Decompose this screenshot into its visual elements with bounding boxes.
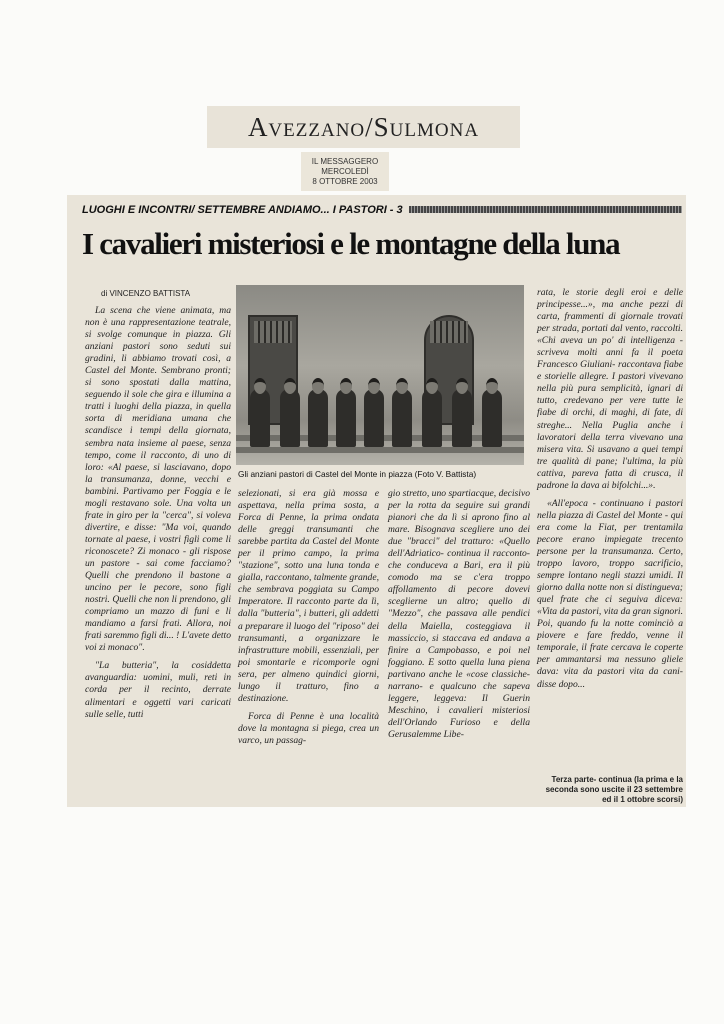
photo-shepherd xyxy=(336,389,356,447)
rubric-label: LUOGHI E INCONTRI/ SETTEMBRE ANDIAMO... I PASTORI - 3 xyxy=(82,203,403,216)
photo-shepherd xyxy=(364,389,384,447)
article-paragraph: gio stretto, uno spartiacque, decisivo per la rotta da seguire sui grandi pianori che da lì si aprono fino al mare. Bisognava scegliere uno dei due "bracci" del tratturo: «Quello dell'Adriatico- continua il racconto- che conduceva a Bari, era il più comodo ma se c'era troppo affollamento di pecore dovevi sceglierne un altro; quello di "Mezzo", che passava alle pendici della Maiella, costeggiava il massiccio, si staccava ed andava a finire a Campobasso, e poi nel foggiano. E sotto quella luna piena partivano anche le «cose classiche- narrano- e qualcuno che sapeva leggere, leggeva: Il Guerin Meschino, i cavalieri misteriosi dell'Orlando Furioso e della Gerusalemme Libe- xyxy=(388,488,530,740)
article-column-2 xyxy=(238,488,379,808)
article-paragraph: La scena che viene animata, ma non è una rappresentazione teatrale, si svolge comunque in piazza. Gli anziani pastori sono seduti sui gradini, li abbiamo trovati così, a Castel del Monte. Sembrano pronti; si sono spostati dalla mattina, seguendo il sole che gira e illumina a tratti i luoghi della piazza, in quella sorta di meridiana umana che scandisce i tempi della giornata, sembra nata insieme al paese, senza tempo, come il racconto, di uno di loro: «Al paese, si lasciavano, dopo la transumanza, donne, vecchi e bambini. Partivamo per Foggia e le mogli restavano sole. Una volta un frate in giro per la "cerca", si voleva divertire, e disse: "Ma voi, quando tornate al paese, i vostri figli come li riconoscete? Zi monaco - gli rispose un pastore - sai come facciamo? Quelli che prendono il bastone a uncino per le pecore, sono figli nostri. Quelli che non li prendono, gli compriamo un mazzo di funi e li mandiamo a farsi frati. Allora, noi frati saremmo figli di... ! L'avete detto voi zi monaco". xyxy=(85,305,231,654)
photo-shepherd xyxy=(250,389,270,447)
source-newspaper: IL MESSAGGERO xyxy=(311,157,379,166)
photo-step xyxy=(236,447,524,453)
article-column-3 xyxy=(388,488,530,808)
photo-caption: Gli anziani pastori di Castel del Monte in piazza (Foto V. Battista) xyxy=(238,469,477,479)
article-paragraph: «All'epoca - continuano i pastori nella piazza di Castel del Monte - qui era come la Fiat, per trentamila pecore erano impiegate trecento persone per la transumanza. Certo, troppo lavoro, troppo sacrificio, sempre lontano negli stazzi umidi. Il giorno dalla notte non si distingueva; quel frate che ci seguiva diceva: «Vita da pastori, vita da gran signori. Poi, quando fu la notte cominciò a piovere e fare freddo, venne il temporale, il frate cercava le coperte per ammantarsi ma nessuno gliele dava: vita da pastori vita da cani- disse dopo... xyxy=(537,497,683,690)
newspaper-section-masthead: Avezzano/Sulmona xyxy=(207,106,520,148)
article-headline: I cavalieri misteriosi e le montagne della luna xyxy=(82,226,620,261)
source-weekday: MERCOLEDÌ xyxy=(321,167,369,176)
photo-shepherd xyxy=(422,389,442,447)
article-paragraph: selezionati, si era già mossa e aspettava, nella prima sosta, a Forca di Penne, la prima ondata delle greggi transumanti che sarebbe partita da Castel del Monte per il primo campo, la prima "stazione", sotto una luna tonda e gialla, raccontano, talmente grande, che sembrava poggiata su Campo Imperatore. Il racconto parte da lì, dalla "butteria", i butteri, gli addetti a preparare il luogo del "riposo" dei transumanti, a organizzare le infrastrutture mobili, essenziali, per poi smontarle e ricomporle ogni sera, per almeno quindici giorni, lungo il tratturo, fino a destinazione. xyxy=(238,488,379,704)
source-stamp xyxy=(301,152,389,191)
continuation-note: Terza parte- continua (la prima e la seconda sono uscite il 23 settembre ed il 1 ottobre scorsi) xyxy=(545,775,683,804)
photo-shepherd xyxy=(482,389,502,447)
photo-shepherd xyxy=(308,389,328,447)
photo-shepherd xyxy=(452,389,472,447)
article-column-4 xyxy=(537,287,683,767)
rubric-rule xyxy=(409,206,682,213)
article-photo xyxy=(236,285,524,465)
article-column-1 xyxy=(85,305,231,805)
rubric-bar xyxy=(82,201,682,218)
article-paragraph: Forca di Penne è una località dove la montagna si piega, crea un varco, un passag- xyxy=(238,710,379,746)
article-paragraph: rata, le storie degli eroi e delle principesse...», ma anche pezzi di carta, frammenti di giornale trovati per strada, portati dal vento, raccolti. «Chi aveva un po' di intelligenza - scriveva molti anni fa il poeta Francesco Giuliani- raccontava fiabe e storielle allegre. I pastori vivevano nella più pura semplicità, ignari di tutto, credevano per vere tutte le fiabe di orchi, di maghi, di fate, di streghe... Nella Puglia anche i lavoratori della terra vivevano una misera vita. Si usavano a quei tempi tre qualità di pane; l'ultima, la più cattiva, pareva fatta di crusca, il padrone la dava ai bifolchi...». xyxy=(537,287,683,491)
article-paragraph: "La butteria", la cosiddetta avanguardia: uomini, muli, reti in corda per il recinto, derrate alimentari e oggetti vari caricati sulle selle, tutti xyxy=(85,660,231,720)
photo-shepherd xyxy=(392,389,412,447)
article-byline: di VINCENZO BATTISTA xyxy=(101,289,191,298)
photo-shepherd xyxy=(280,389,300,447)
source-date: 8 OTTOBRE 2003 xyxy=(312,177,378,186)
